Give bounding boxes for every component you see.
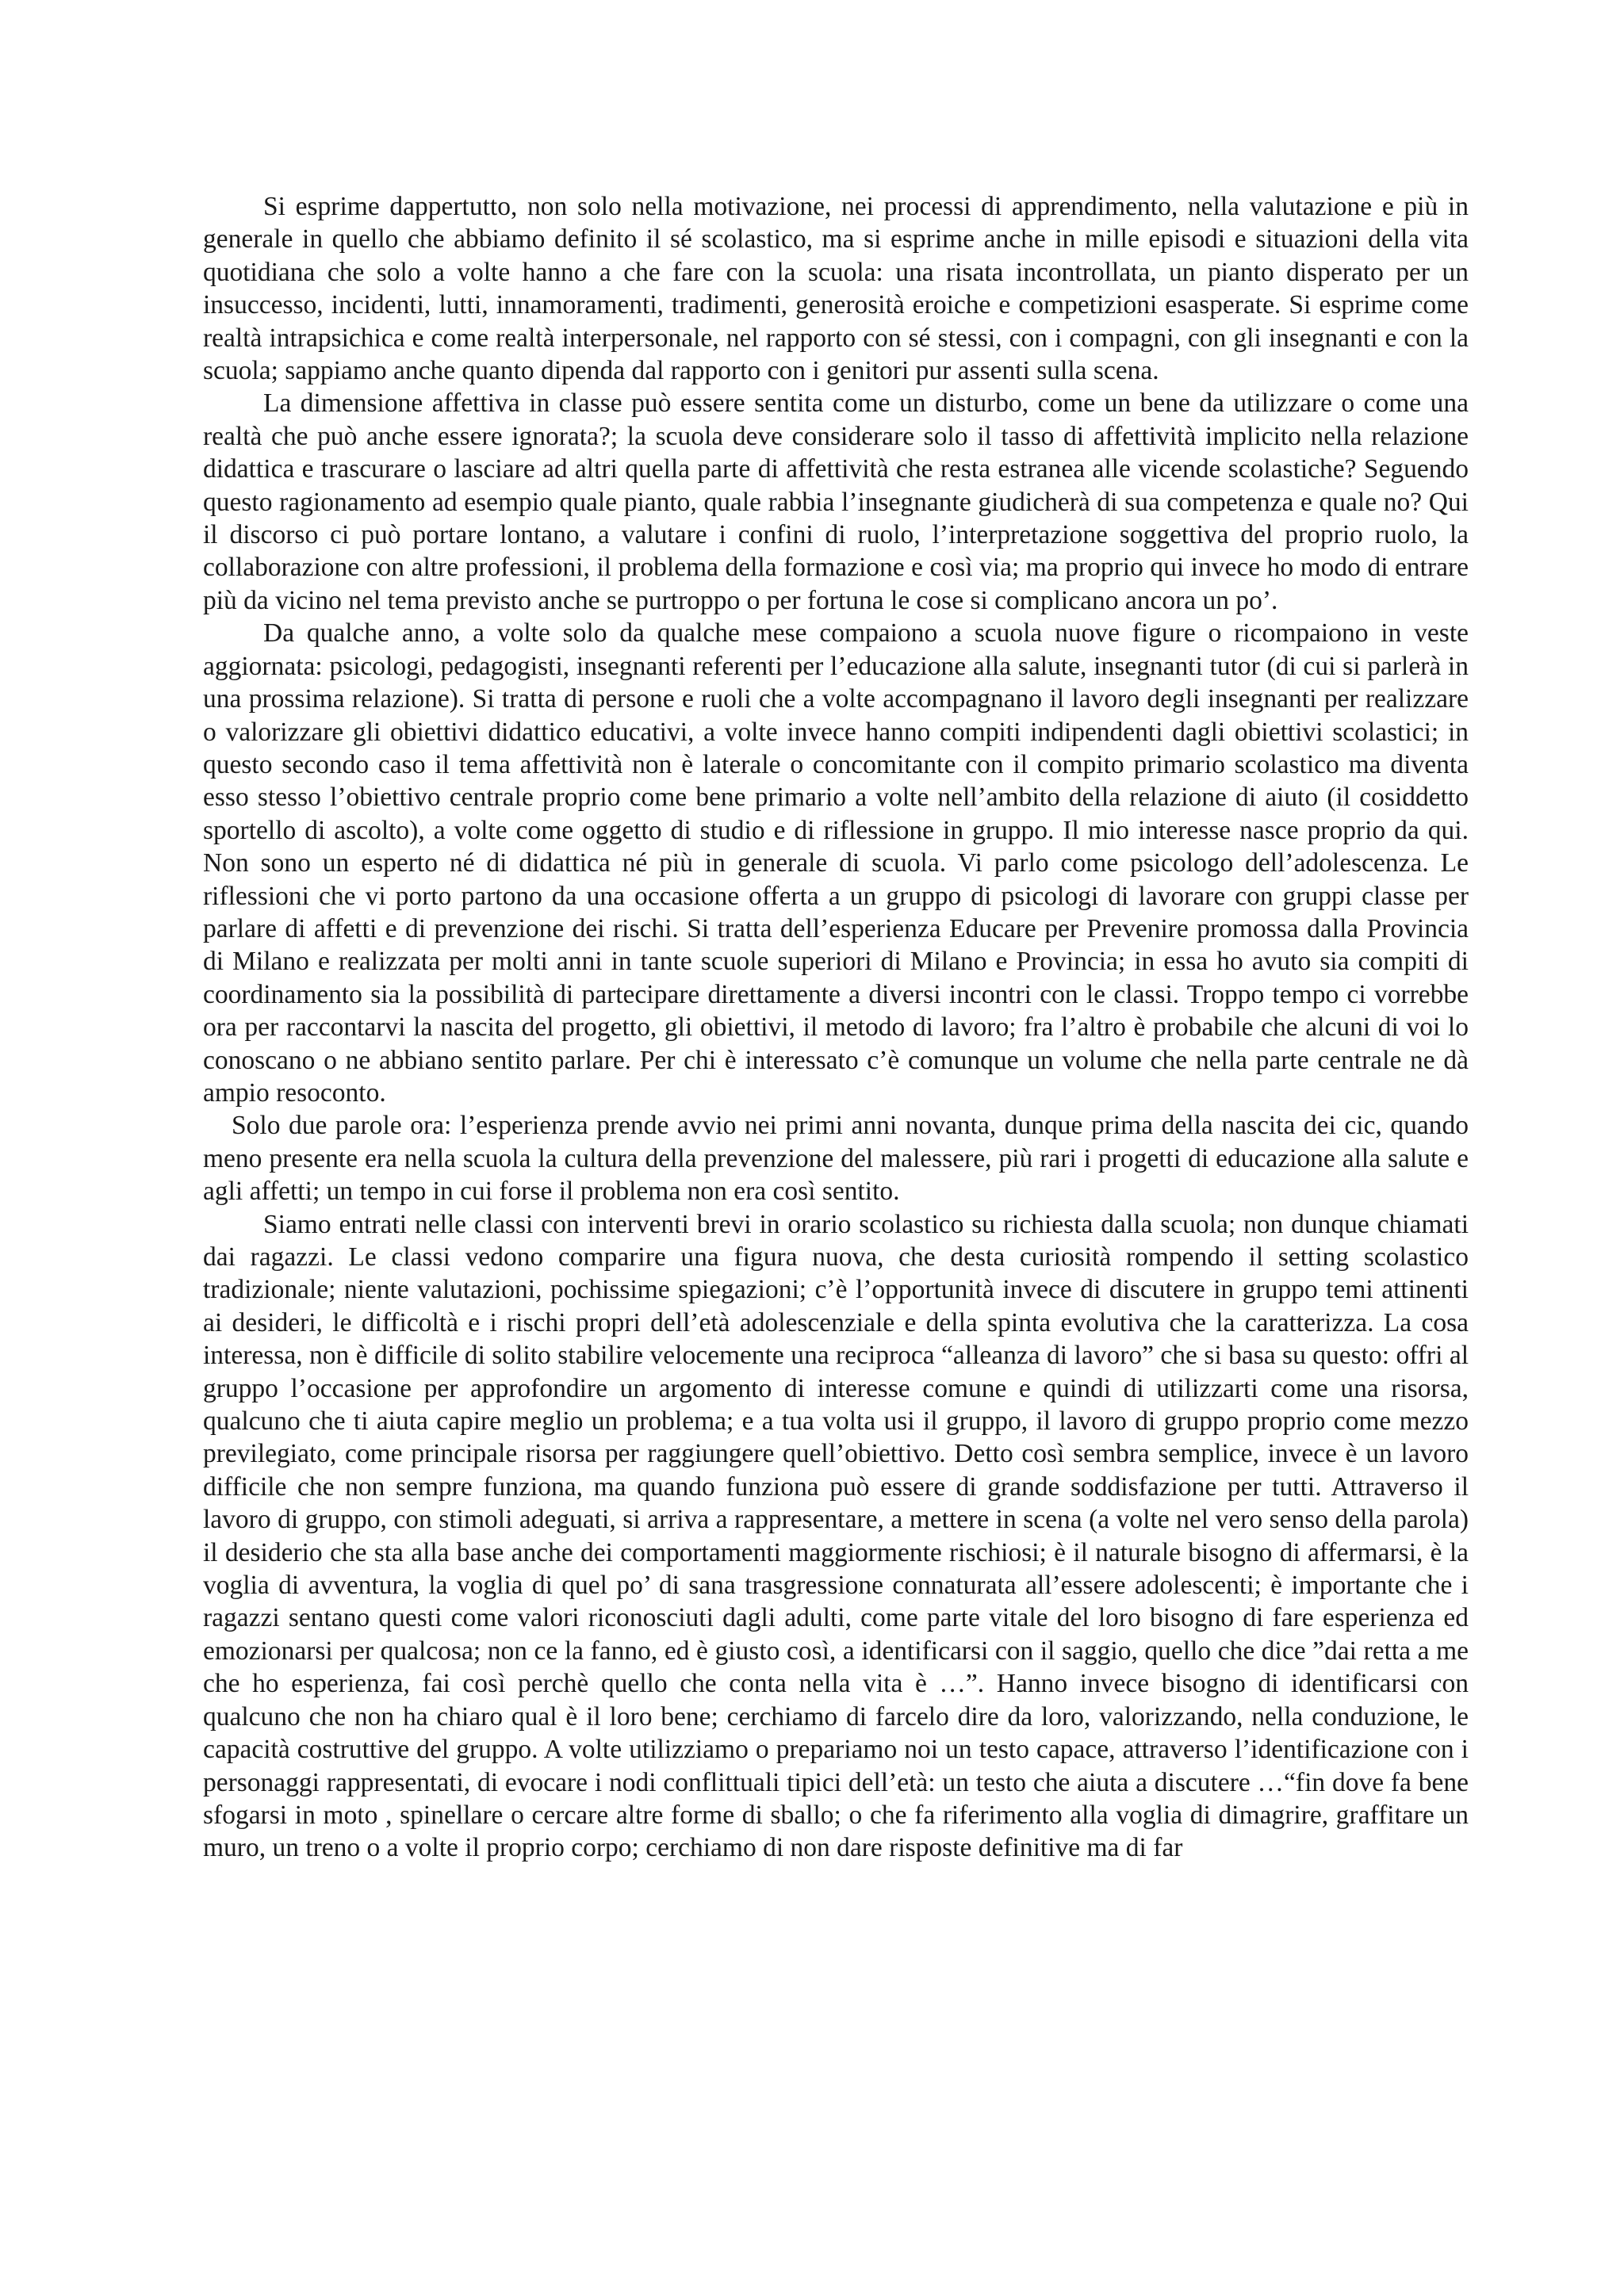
paragraph-5: Siamo entrati nelle classi con interventi brevi in orario scolastico su richiesta dalla scuola; non dunque chiamati dai ragazzi. Le classi vedono comparire una figura nuova, che desta curiosità rompendo il setting scolastico tradizionale; niente valutazioni, pochissime spiegazioni; c’è l’opportunità invece di discutere in gruppo temi attinenti ai desideri, le difficoltà e i rischi propri dell’età adolescenziale e della spinta evolutiva che la caratterizza. La cosa interessa, non è difficile di solito stabilire velocemente una reciproca “alleanza di lavoro” che si basa su questo: offri al gruppo l’occasione per approfondire un argomento di interesse comune e quindi di utilizzarti come una risorsa, qualcuno che ti aiuta capire meglio un problema; e a tua volta usi il gruppo, il lavoro di gruppo proprio come mezzo previlegiato, come principale risorsa per raggiungere quell’obiettivo. Detto così sembra semplice, invece è un lavoro difficile che non sempre funziona, ma quando funziona può essere di grande soddisfazione per tutti. Attraverso il lavoro di gruppo, con stimoli adeguati, si arriva a rappresentare, a mettere in scena (a volte nel vero senso della parola) il desiderio che sta alla base anche dei comportamenti maggiormente rischiosi; è il naturale bisogno di affermarsi, è la voglia di avventura, la voglia di quel po’ di sana trasgressione connaturata all’essere adolescenti; è importante che i ragazzi sentano questi come valori riconosciuti dagli adulti, come parte vitale del loro bisogno di fare esperienza ed emozionarsi per qualcosa; non ce la fanno, ed è giusto così, a identificarsi con il saggio, quello che dice ”dai retta a me che ho esperienza, fai così perchè quello che conta nella vita è …”. Hanno invece bisogno di identificarsi con qualcuno che non ha chiaro qual è il loro bene; cerchiamo di farcelo dire da loro, valorizzando, nella conduzione, le capacità costruttive del gruppo. A volte utilizziamo o prepariamo noi un testo capace, attraverso l’identificazione con i personaggi rappresentati, di evocare i nodi conflittuali tipici dell’età: un testo che aiuta a discutere …“fin dove fa bene sfogarsi in moto , spinellare o cercare altre forme di sballo; o che fa riferimento alla voglia di dimagrire, graffitare un muro, un treno o a volte il proprio corpo; cerchiamo di non dare risposte definitive ma di far	[203, 1209, 1469, 1863]
paragraph-1: Si esprime dappertutto, non solo nella motivazione, nei processi di apprendimento, nella valutazione e più in generale in quello che abbiamo definito il sé scolastico, ma si esprime anche in mille episodi e situazioni della vita quotidiana che solo a volte hanno a che fare con la scuola: una risata incontrollata, un pianto disperato per un insuccesso, incidenti, lutti, innamoramenti, tradimenti, generosità eroiche e competizioni esasperate. Si esprime come realtà intrapsichica e come realtà interpersonale, nel rapporto con sé stessi, con i compagni, con gli insegnanti e con la scuola; sappiamo anche quanto dipenda dal rapporto con i genitori pur assenti sulla scena.	[203, 192, 1469, 386]
document-page	[203, 190, 1469, 1865]
paragraph-2: La dimensione affettiva in classe può essere sentita come un disturbo, come un bene da utilizzare o come una realtà che può anche essere ignorata?; la scuola deve considerare solo il tasso di affettività implicito nella relazione didattica e trascurare o lasciare ad altri quella parte di affettività che resta estranea alle vicende scolastiche? Seguendo questo ragionamento ad esempio quale pianto, quale rabbia l’insegnante giudicherà di sua competenza e quale no? Qui il discorso ci può portare lontano, a valutare i confini di ruolo, l’interpretazione soggettiva del proprio ruolo, la collaborazione con altre professioni, il problema della formazione e così via; ma proprio qui invece ho modo di entrare più da vicino nel tema previsto anche se purtroppo o per fortuna le cose si complicano ancora un po’.	[203, 388, 1469, 615]
paragraph-4: Solo due parole ora: l’esperienza prende avvio nei primi anni novanta, dunque prima della nascita dei cic, quando meno presente era nella scuola la cultura della prevenzione del malessere, più rari i progetti di educazione alla salute e agli affetti; un tempo in cui forse il problema non era così sentito.	[203, 1111, 1469, 1207]
paragraph-3: Da qualche anno, a volte solo da qualche mese compaiono a scuola nuove figure o ricompaiono in veste aggiornata: psicologi, pedagogisti, insegnanti referenti per l’educazione alla salute, insegnanti tutor (di cui si parlerà in una prossima relazione). Si tratta di persone e ruoli che a volte accompagnano il lavoro degli insegnanti per realizzare o valorizzare gli obiettivi didattico educativi, a volte invece hanno compiti indipendenti dagli obiettivi scolastici; in questo secondo caso il tema affettività non è laterale o concomitante con il compito primario scolastico ma diventa esso stesso l’obiettivo centrale proprio come bene primario a volte nell’ambito della relazione di aiuto (il cosiddetto sportello di ascolto), a volte come oggetto di studio e di riflessione in gruppo. Il mio interesse nasce proprio da qui. Non sono un esperto né di didattica né più in generale di scuola. Vi parlo come psicologo dell’adolescenza. Le riflessioni che vi porto partono da una occasione offerta a un gruppo di psicologi di lavorare con gruppi classe per parlare di affetti e di prevenzione dei rischi. Si tratta dell’esperienza Educare per Prevenire promossa dalla Provincia di Milano e realizzata per molti anni in tante scuole superiori di Milano e Provincia; in essa ho avuto sia compiti di coordinamento sia la possibilità di partecipare direttamente a diversi incontri con le classi. Troppo tempo ci vorrebbe ora per raccontarvi la nascita del progetto, gli obiettivi, il metodo di lavoro; fra l’altro è probabile che alcuni di voi lo conoscano o ne abbiano sentito parlare. Per chi è interessato c’è comunque un volume che nella parte centrale ne dà ampio resoconto.	[203, 618, 1469, 1108]
